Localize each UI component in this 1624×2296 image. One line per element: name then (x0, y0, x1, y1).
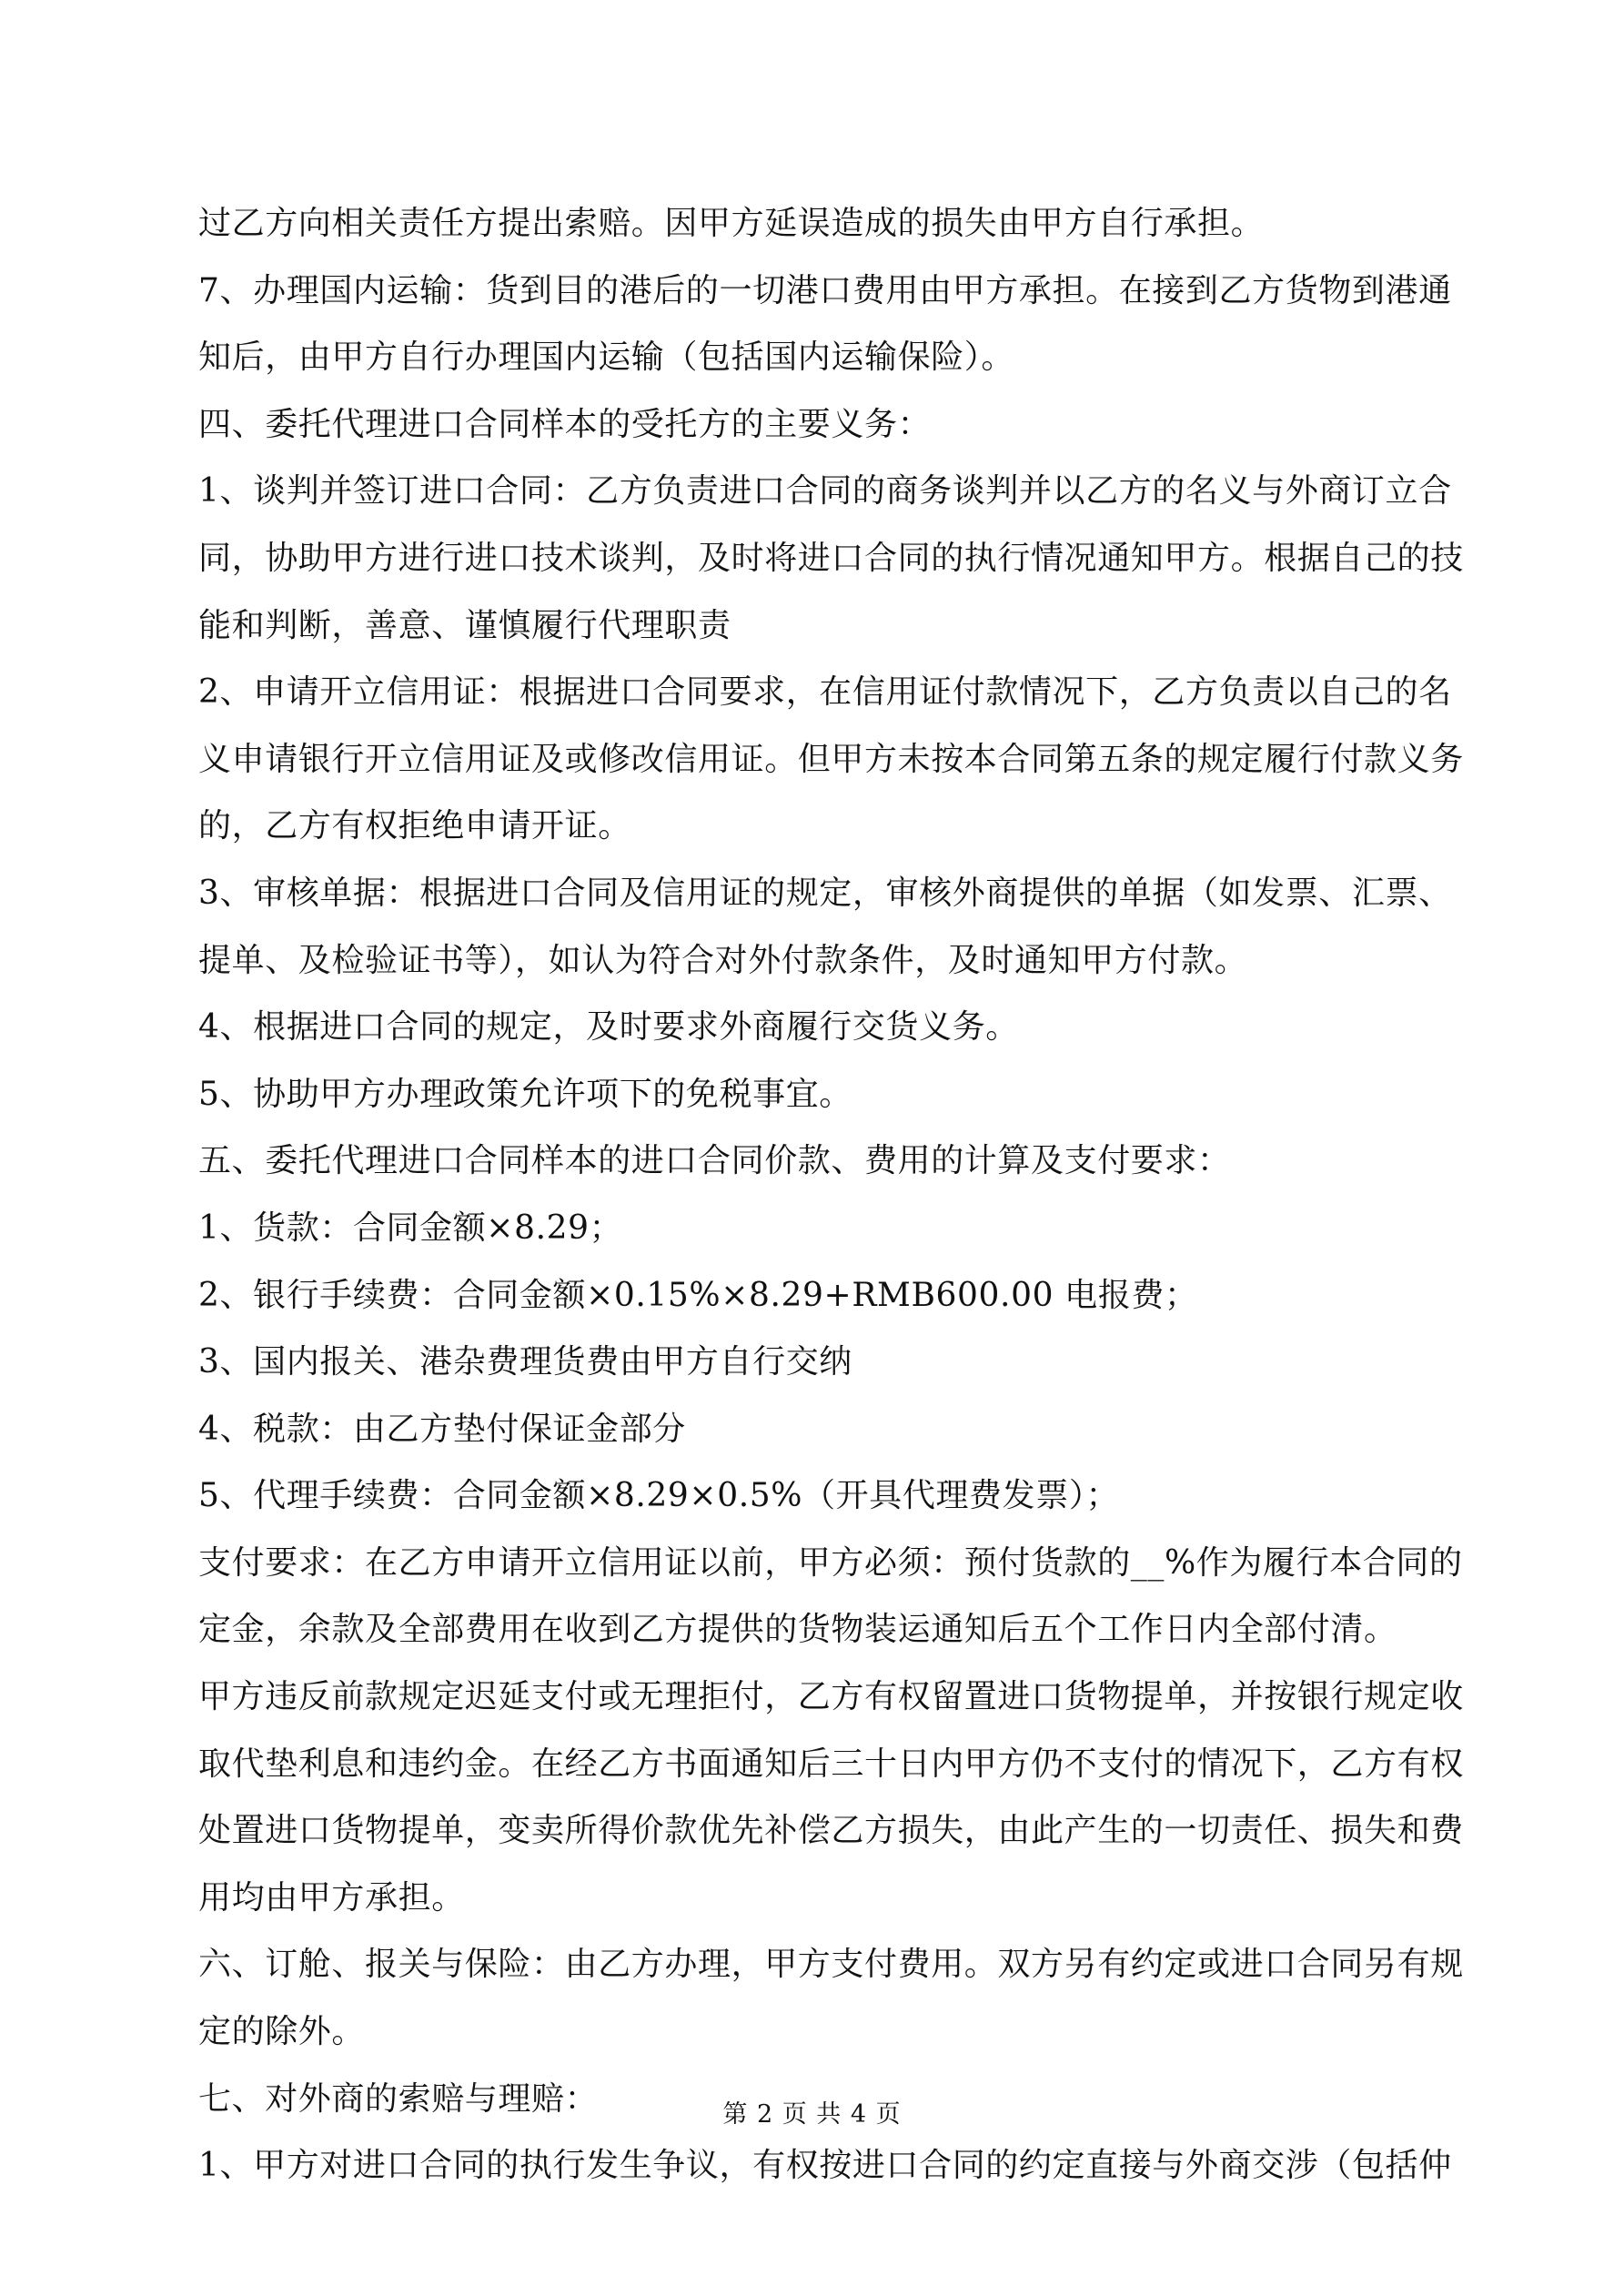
text-line: 7、办理国内运输：货到目的港后的一切港口费用由甲方承担。在接到乙方货物到港通 (198, 271, 1452, 309)
text-line: 4、税款：由乙方垫付保证金部分 (198, 1410, 686, 1448)
text-line: 定金，余款及全部费用在收到乙方提供的货物装运通知后五个工作日内全部付清。 (198, 1611, 1397, 1649)
page-number-footer: 第 2 页 共 4 页 (722, 2100, 902, 2129)
text-line: 知后，由甲方自行办理国内运输（包括国内运输保险）。 (198, 339, 1015, 377)
text-line: 处置进口货物提单，变卖所得价款优先补偿乙方损失，由此产生的一切责任、损失和费 (198, 1812, 1464, 1850)
text-line: 定的除外。 (198, 2013, 366, 2051)
text-line: 支付要求：在乙方申请开立信用证以前，甲方必须：预付货款的__%作为履行本合同的 (198, 1543, 1463, 1582)
section-heading: 五、委托代理进口合同样本的进口合同价款、费用的计算及支付要求： (198, 1142, 1231, 1180)
text-line: 5、代理手续费：合同金额×8.29×0.5%（开具代理费发票）； (198, 1477, 1120, 1515)
section-heading: 六、订舱、报关与保险：由乙方办理，甲方支付费用。双方另有约定或进口合同另有规 (198, 1946, 1464, 1984)
text-line: 5、协助甲方办理政策允许项下的免税事宜。 (198, 1075, 852, 1113)
section-heading: 四、委托代理进口合同样本的受托方的主要义务： (198, 405, 932, 443)
text-line: 提单、及检验证书等），如认为符合对外付款条件，及时通知甲方付款。 (198, 941, 1248, 979)
text-line: 能和判断，善意、谨慎履行代理职责 (198, 606, 731, 644)
text-line: 1、货款：合同金额×8.29； (198, 1209, 623, 1247)
text-line: 2、银行手续费：合同金额×0.15%×8.29+RMB600.00 电报费； (198, 1276, 1198, 1314)
text-line: 4、根据进口合同的规定，及时要求外商履行交货义务。 (198, 1008, 1019, 1047)
text-line: 同，协助甲方进行进口技术谈判，及时将进口合同的执行情况通知甲方。根据自己的技 (198, 539, 1464, 577)
text-line: 3、国内报关、港杂费理货费由甲方自行交纳 (198, 1343, 852, 1381)
text-line: 1、谈判并签订进口合同：乙方负责进口合同的商务谈判并以乙方的名义与外商订立合 (198, 472, 1452, 511)
text-line: 过乙方向相关责任方提出索赔。因甲方延误造成的损失由甲方自行承担。 (198, 205, 1265, 242)
text-line: 1、甲方对进口合同的执行发生争议，有权按进口合同的约定直接与外商交涉（包括仲 (198, 2147, 1452, 2185)
text-line: 3、审核单据：根据进口合同及信用证的规定，审核外商提供的单据（如发票、汇票、 (198, 874, 1452, 912)
text-line: 2、申请开立信用证：根据进口合同要求，在信用证付款情况下，乙方负责以自己的名 (198, 673, 1452, 712)
text-line: 甲方违反前款规定迟延支付或无理拒付，乙方有权留置进口货物提单，并按银行规定收 (198, 1678, 1464, 1716)
contract-body (198, 202, 1464, 2211)
text-line: 的，乙方有权拒绝申请开证。 (198, 807, 631, 845)
text-line: 义申请银行开立信用证及或修改信用证。但甲方未按本合同第五条的规定履行付款义务 (198, 740, 1464, 778)
section-heading: 七、对外商的索赔与理赔： (198, 2079, 599, 2118)
text-line: 取代垫利息和违约金。在经乙方书面通知后三十日内甲方仍不支付的情况下，乙方有权 (198, 1745, 1464, 1783)
text-line: 用均由甲方承担。 (198, 1878, 465, 1917)
